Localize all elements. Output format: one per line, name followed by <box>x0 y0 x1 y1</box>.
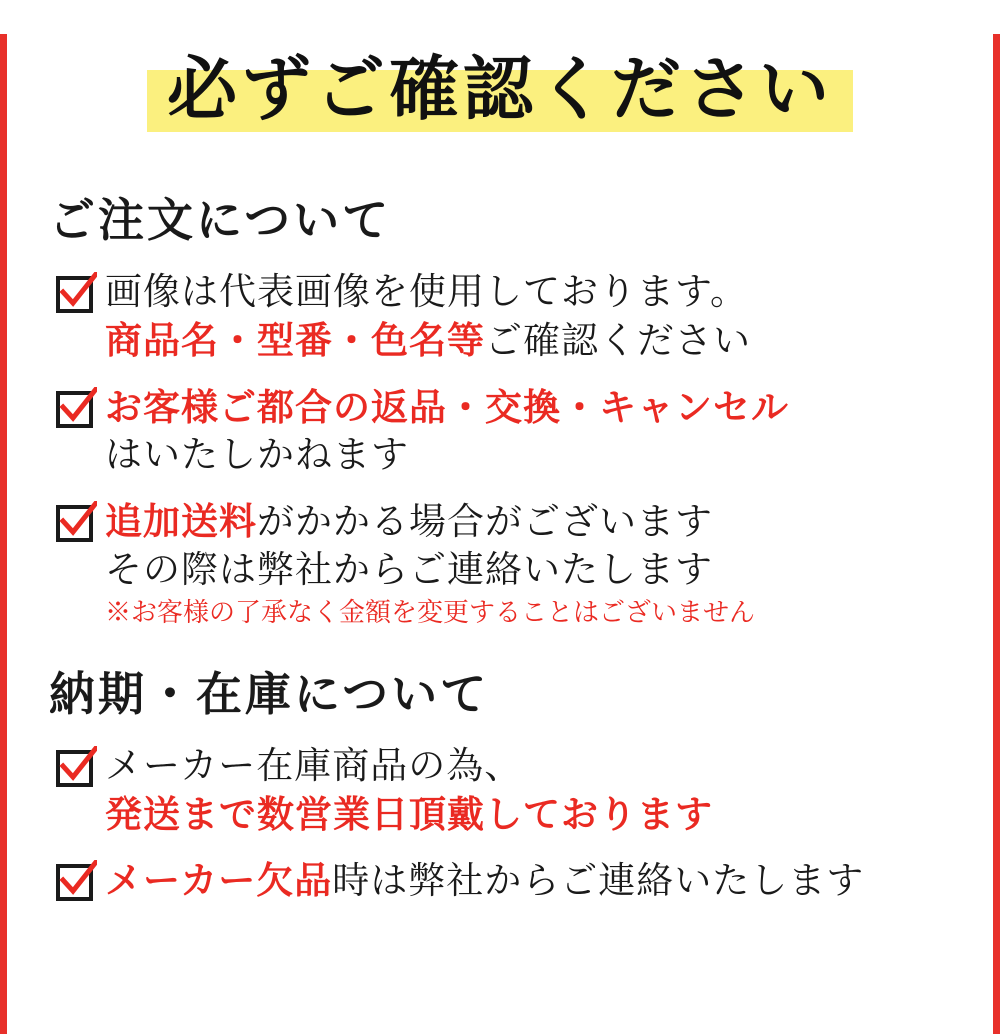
section-stock-items <box>7 742 993 905</box>
section-heading-stock: 納期・在庫について <box>49 667 490 721</box>
list-item-line: メーカー在庫商品の為、 <box>105 744 523 787</box>
emphasis-text: 商品名・型番・色名等 <box>105 318 485 362</box>
list-item-line <box>105 856 993 905</box>
list-item-line <box>105 497 993 546</box>
list-item-text <box>105 742 993 838</box>
page-title: 必ずご確認ください <box>167 47 833 130</box>
list-item <box>55 742 993 838</box>
plain-text: 時は弊社からご連絡いたします <box>332 859 865 902</box>
notice-content <box>7 34 993 905</box>
list-item-note: ※お客様の了承なく金額を変更することはございません <box>105 598 756 628</box>
notice-page <box>0 34 1000 1034</box>
list-item <box>55 383 993 479</box>
list-item-line <box>105 316 993 365</box>
list-item-line: 画像は代表画像を使用しております。 <box>105 270 749 313</box>
plain-text: ご確認ください <box>485 319 751 362</box>
checkbox-checked-icon <box>55 501 97 543</box>
list-item-line: お客様ご都合の返品・交換・キャンセル <box>105 385 789 429</box>
emphasis-text: メーカー欠品 <box>105 858 333 902</box>
emphasis-text: 追加送料 <box>105 499 257 543</box>
checkbox-checked-icon <box>55 387 97 429</box>
checkbox-checked-icon <box>55 272 97 314</box>
list-item-text <box>105 856 993 905</box>
list-item <box>55 497 993 632</box>
list-item-line: はいたしかねます <box>105 433 409 476</box>
checkbox-checked-icon <box>55 860 97 902</box>
list-item-text <box>105 268 993 365</box>
plain-text: がかかる場合がございます <box>257 500 713 543</box>
list-item-text <box>105 497 993 632</box>
page-title-block <box>7 34 993 144</box>
list-item <box>55 856 993 905</box>
checkbox-checked-icon <box>55 746 97 788</box>
list-item-line: 発送まで数営業日頂戴しております <box>105 792 713 836</box>
list-item-text <box>105 383 993 479</box>
list-item <box>55 268 993 365</box>
section-heading-order: ご注文について <box>49 193 392 247</box>
section-order-items <box>7 268 993 632</box>
list-item-line: その際は弊社からご連絡いたします <box>105 548 713 591</box>
